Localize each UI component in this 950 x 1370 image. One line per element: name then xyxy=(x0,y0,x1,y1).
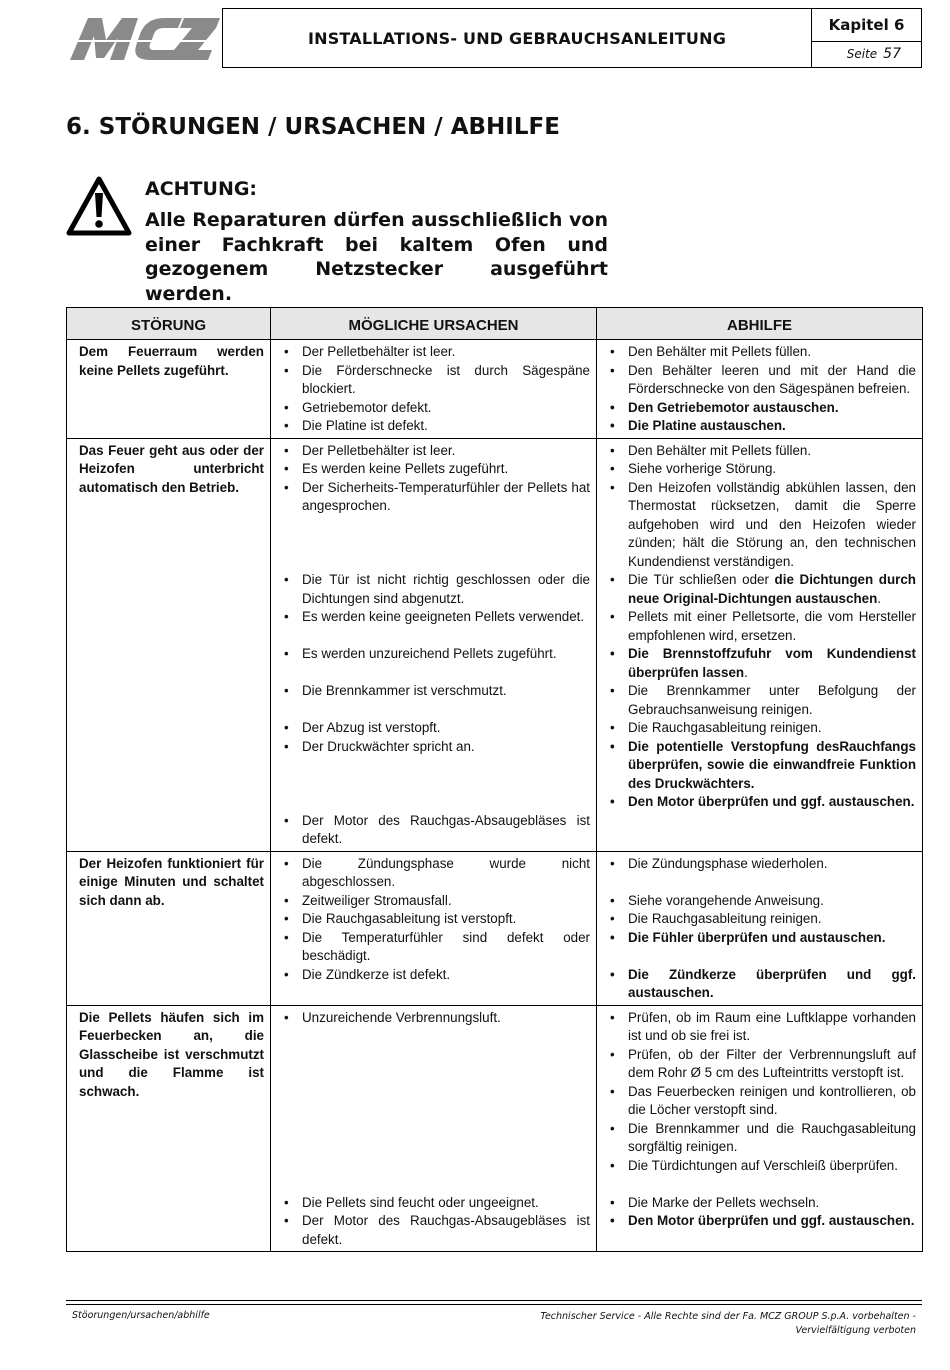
list-spacer xyxy=(283,1138,590,1157)
remedies-list xyxy=(609,855,916,1003)
list-spacer xyxy=(283,516,590,535)
remedy-item: • Die Brennkammer und die Rauchgasableitung sorgfältig reinigen. xyxy=(609,1120,916,1157)
list-spacer xyxy=(283,627,590,646)
table-header-row xyxy=(67,308,923,340)
list-spacer xyxy=(283,534,590,553)
remedy-item: • Pellets mit einer Pelletsorte, die vom Hersteller empfohlenen wird, ersetzen. xyxy=(609,608,916,645)
remedy-item: • Siehe vorherige Störung. xyxy=(609,460,916,479)
table-row xyxy=(67,1005,923,1252)
cause-item: • Es werden unzureichend Pellets zugeführt. xyxy=(283,645,590,664)
fault-cell: Der Heizofen funktioniert für einige Minuten und schaltet sich dann ab. xyxy=(67,851,271,1005)
remedies-list xyxy=(609,1009,916,1231)
warning-triangle-icon xyxy=(66,176,132,236)
fault-cell: Das Feuer geht aus oder der Heizofen unterbricht automatisch den Betrieb. xyxy=(67,438,271,851)
causes-cell xyxy=(271,438,597,851)
remedy-item: • Den Behälter mit Pellets füllen. xyxy=(609,343,916,362)
causes-cell xyxy=(271,340,597,439)
page-number: 57 xyxy=(883,46,901,62)
chapter-box xyxy=(812,8,922,68)
cause-item: • Die Tür ist nicht richtig geschlossen oder die Dichtungen sind abgenutzt. xyxy=(283,571,590,608)
cause-item: • Es werden keine geeigneten Pellets verwendet. xyxy=(283,608,590,627)
remedy-item: • Prüfen, ob der Filter der Verbrennungsluft auf dem Rohr Ø 5 cm des Lufteintritts verstopft ist. xyxy=(609,1046,916,1083)
cause-item: • Die Rauchgasableitung ist verstopft. xyxy=(283,910,590,929)
footer-section-name: Stöorungen/ursachen/abhilfe xyxy=(72,1310,210,1321)
cause-item: • Es werden keine Pellets zugeführt. xyxy=(283,460,590,479)
chapter-label: Kapitel 6 xyxy=(812,9,921,42)
remedy-item: • Die Rauchgasableitung reinigen. xyxy=(609,719,916,738)
remedy-item: • Den Motor überprüfen und ggf. austauschen. xyxy=(609,793,916,812)
remedies-cell xyxy=(597,1005,923,1252)
warning-heading: ACHTUNG: xyxy=(145,178,258,200)
list-spacer xyxy=(283,1101,590,1120)
list-spacer xyxy=(283,1120,590,1139)
list-spacer xyxy=(283,775,590,794)
causes-list xyxy=(283,855,590,985)
footer-divider xyxy=(66,1304,922,1305)
page-label: Seite xyxy=(846,47,878,61)
cause-item: • Die Zündkerze ist defekt. xyxy=(283,966,590,985)
causes-list xyxy=(283,1009,590,1250)
list-spacer xyxy=(609,1175,916,1194)
list-spacer xyxy=(283,701,590,720)
document-title: INSTALLATIONS- UND GEBRAUCHSANLEITUNG xyxy=(222,8,812,68)
header-fault: STÖRUNG xyxy=(67,308,271,340)
remedies-cell xyxy=(597,340,923,439)
remedy-item: • Die Zündkerze überprüfen und ggf. austauschen. xyxy=(609,966,916,1003)
remedy-item: • Die Fühler überprüfen und austauschen. xyxy=(609,929,916,948)
remedy-item: • Die Brennstoffzufuhr vom Kundendienst überprüfen lassen. xyxy=(609,645,916,682)
remedies-cell xyxy=(597,851,923,1005)
mcz-logo xyxy=(66,14,222,64)
list-spacer xyxy=(283,1083,590,1102)
remedy-item: • Den Motor überprüfen und ggf. austauschen. xyxy=(609,1212,916,1231)
cause-item: • Die Temperaturfühler sind defekt oder beschädigt. xyxy=(283,929,590,966)
warning-text: Alle Reparaturen dürfen ausschließlich von einer Fachkraft bei kaltem Ofen und gezogenem Netzstecker ausgeführt werden. xyxy=(145,209,608,305)
remedy-item: • Den Getriebemotor austauschen. xyxy=(609,399,916,418)
remedy-item: • Den Heizofen vollständig abkühlen lassen, den Thermostat rücksetzen, damit die Sperre aufgehoben wird und den Heizofen wieder zünden; hält die Störung an, den technischen Kundendienst verständigen. xyxy=(609,479,916,572)
cause-item: • Der Pelletbehälter ist leer. xyxy=(283,343,590,362)
cause-item: • Der Motor des Rauchgas-Absaugebläses ist defekt. xyxy=(283,1212,590,1249)
causes-cell xyxy=(271,851,597,1005)
remedy-item: • Die Zündungsphase wiederholen. xyxy=(609,855,916,874)
cause-item: • Der Pelletbehälter ist leer. xyxy=(283,442,590,461)
remedy-item: • Prüfen, ob im Raum eine Luftklappe vorhanden ist und ob sie frei ist. xyxy=(609,1009,916,1046)
remedy-item: • Die potentielle Verstopfung desRauchfangs überprüfen, sowie die einwandfreie Funktion des Druckwächters. xyxy=(609,738,916,794)
remedy-item: • Den Behälter leeren und mit der Hand die Förderschnecke von den Sägespänen befreien. xyxy=(609,362,916,399)
list-spacer xyxy=(283,756,590,775)
causes-list xyxy=(283,343,590,436)
list-spacer xyxy=(283,1027,590,1046)
list-spacer xyxy=(283,1157,590,1176)
table-row xyxy=(67,438,923,851)
cause-item: • Die Förderschnecke ist durch Sägespäne blockiert. xyxy=(283,362,590,399)
header-causes: MÖGLICHE URSACHEN xyxy=(271,308,597,340)
remedy-item: • Die Marke der Pellets wechseln. xyxy=(609,1194,916,1213)
remedy-item: • Die Rauchgasableitung reinigen. xyxy=(609,910,916,929)
footer-divider xyxy=(66,1300,922,1301)
cause-item: • Der Druckwächter spricht an. xyxy=(283,738,590,757)
cause-item: • Der Motor des Rauchgas-Absaugebläses ist defekt. xyxy=(283,812,590,849)
cause-item: • Die Zündungsphase wurde nicht abgeschlossen. xyxy=(283,855,590,892)
remedy-item: • Die Brennkammer unter Befolgung der Gebrauchsanweisung reinigen. xyxy=(609,682,916,719)
cause-item: • Zeitweiliger Stromausfall. xyxy=(283,892,590,911)
list-spacer xyxy=(283,553,590,572)
list-spacer xyxy=(283,1064,590,1083)
footer-copyright: Technischer Service - Alle Rechte sind der Fa. MCZ GROUP S.p.A. vorbehalten - Vervielfältigung verboten xyxy=(540,1311,916,1336)
list-spacer xyxy=(609,947,916,966)
remedy-item: • Die Türdichtungen auf Verschleiß überprüfen. xyxy=(609,1157,916,1176)
list-spacer xyxy=(609,873,916,892)
remedies-list xyxy=(609,442,916,812)
fault-cell: Dem Feuerraum werden keine Pellets zugeführt. xyxy=(67,340,271,439)
table-row xyxy=(67,851,923,1005)
remedy-item: • Die Tür schließen oder die Dichtungen durch neue Original-Dichtungen austauschen. xyxy=(609,571,916,608)
page-header xyxy=(66,8,922,68)
causes-list xyxy=(283,442,590,849)
list-spacer xyxy=(283,664,590,683)
remedy-item: • Den Behälter mit Pellets füllen. xyxy=(609,442,916,461)
cause-item: • Die Pellets sind feucht oder ungeeignet. xyxy=(283,1194,590,1213)
remedies-cell xyxy=(597,438,923,851)
table-row xyxy=(67,340,923,439)
remedy-item: • Die Platine austauschen. xyxy=(609,417,916,436)
remedies-list xyxy=(609,343,916,436)
remedy-item: • Siehe vorangehende Anweisung. xyxy=(609,892,916,911)
cause-item: • Getriebemotor defekt. xyxy=(283,399,590,418)
causes-cell xyxy=(271,1005,597,1252)
remedy-item: • Das Feuerbecken reinigen und kontrollieren, ob die Löcher verstopft sind. xyxy=(609,1083,916,1120)
fault-cell: Die Pellets häufen sich im Feuerbecken an, die Glasscheibe ist verschmutzt und die Flamme ist schwach. xyxy=(67,1005,271,1252)
page-indicator xyxy=(812,42,921,67)
list-spacer xyxy=(283,1046,590,1065)
list-spacer xyxy=(283,1175,590,1194)
list-spacer xyxy=(283,793,590,812)
cause-item: • Unzureichende Verbrennungsluft. xyxy=(283,1009,590,1028)
cause-item: • Die Brennkammer ist verschmutzt. xyxy=(283,682,590,701)
section-title: 6. STÖRUNGEN / URSACHEN / ABHILFE xyxy=(66,114,560,140)
header-remedies: ABHILFE xyxy=(597,308,923,340)
cause-item: • Der Sicherheits-Temperaturfühler der Pellets hat angesprochen. xyxy=(283,479,590,516)
troubleshooting-table xyxy=(66,307,923,1252)
cause-item: • Der Abzug ist verstopft. xyxy=(283,719,590,738)
cause-item: • Die Platine ist defekt. xyxy=(283,417,590,436)
